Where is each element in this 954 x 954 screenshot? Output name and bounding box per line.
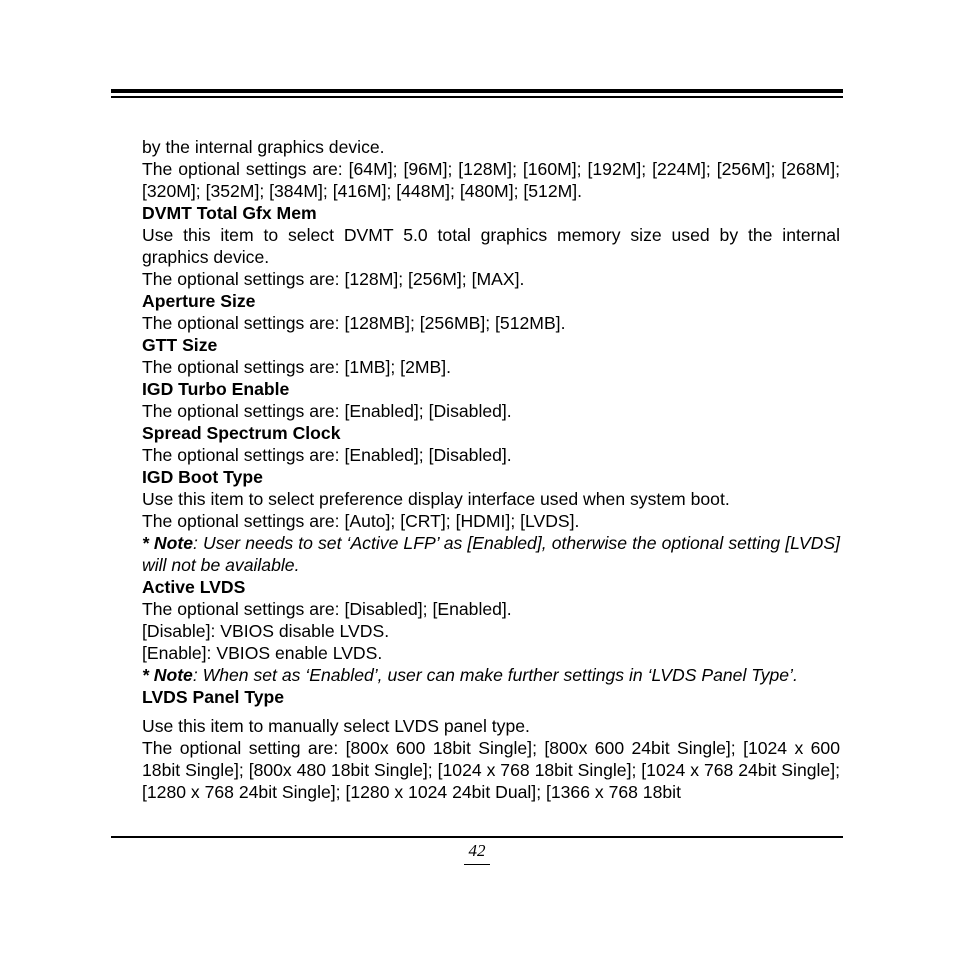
body-paragraph: [Disable]: VBIOS disable LVDS. (142, 621, 390, 641)
body-paragraph: The optional settings are: [128M]; [256M]; [MAX]. (142, 269, 525, 289)
section-heading: Active LVDS (142, 577, 246, 597)
page-number-underline (464, 864, 490, 865)
body-paragraph: The optional settings are: [Enabled]; [Disabled]. (142, 445, 512, 465)
page-number: 42 (468, 841, 486, 860)
document-body (142, 136, 840, 803)
note-label: * Note (142, 533, 194, 553)
header-rule-thick (111, 89, 843, 93)
paragraph-gap (142, 708, 840, 715)
note-text: : When set as ‘Enabled’, user can make further settings in ‘LVDS Panel Type’. (192, 665, 798, 685)
footer-rule (111, 836, 843, 838)
body-paragraph: The optional settings are: [Enabled]; [Disabled]. (142, 401, 512, 421)
section-heading: DVMT Total Gfx Mem (142, 203, 317, 223)
body-paragraph: Use this item to manually select LVDS panel type. (142, 716, 530, 736)
body-paragraph: The optional settings are: [Disabled]; [Enabled]. (142, 599, 512, 619)
section-heading: LVDS Panel Type (142, 687, 285, 707)
section-heading: IGD Boot Type (142, 467, 263, 487)
body-paragraph: [Enable]: VBIOS enable LVDS. (142, 643, 383, 663)
body-paragraph: The optional settings are: [1MB]; [2MB]. (142, 357, 452, 377)
body-paragraph: The optional settings are: [64M]; [96M]; [128M]; [160M]; [192M]; [224M]; [256M]; [268M]; [320M]; [352M]; [384M]; [416M]; [448M]; [480M]; [512M]. (142, 159, 840, 201)
note-text: : User needs to set ‘Active LFP’ as [Enabled], otherwise the optional setting [LVDS] will not be available. (142, 533, 840, 575)
header-rule-thin (111, 96, 843, 98)
section-heading: Aperture Size (142, 291, 256, 311)
body-paragraph: The optional setting are: [800x 600 18bit Single]; [800x 600 24bit Single]; [1024 x 600 18bit Single]; [800x 480 18bit Single]; [1024 x 768 18bit Single]; [1024 x 768 24bit Single]; [1280 x 768 24bit Single]; [1280 x 1024 24bit Dual]; [1366 x 768 18bit (142, 738, 840, 802)
body-paragraph: Use this item to select preference display interface used when system boot. (142, 489, 730, 509)
note-paragraph (142, 532, 840, 576)
body-paragraph: by the internal graphics device. (142, 137, 385, 157)
body-paragraph: The optional settings are: [Auto]; [CRT]; [HDMI]; [LVDS]. (142, 511, 580, 531)
section-heading: IGD Turbo Enable (142, 379, 290, 399)
body-paragraph: Use this item to select DVMT 5.0 total graphics memory size used by the internal graphics device. (142, 225, 840, 267)
section-heading: GTT Size (142, 335, 218, 355)
section-heading: Spread Spectrum Clock (142, 423, 341, 443)
body-paragraph: The optional settings are: [128MB]; [256MB]; [512MB]. (142, 313, 566, 333)
note-paragraph (142, 664, 840, 686)
note-label: * Note (142, 665, 193, 685)
